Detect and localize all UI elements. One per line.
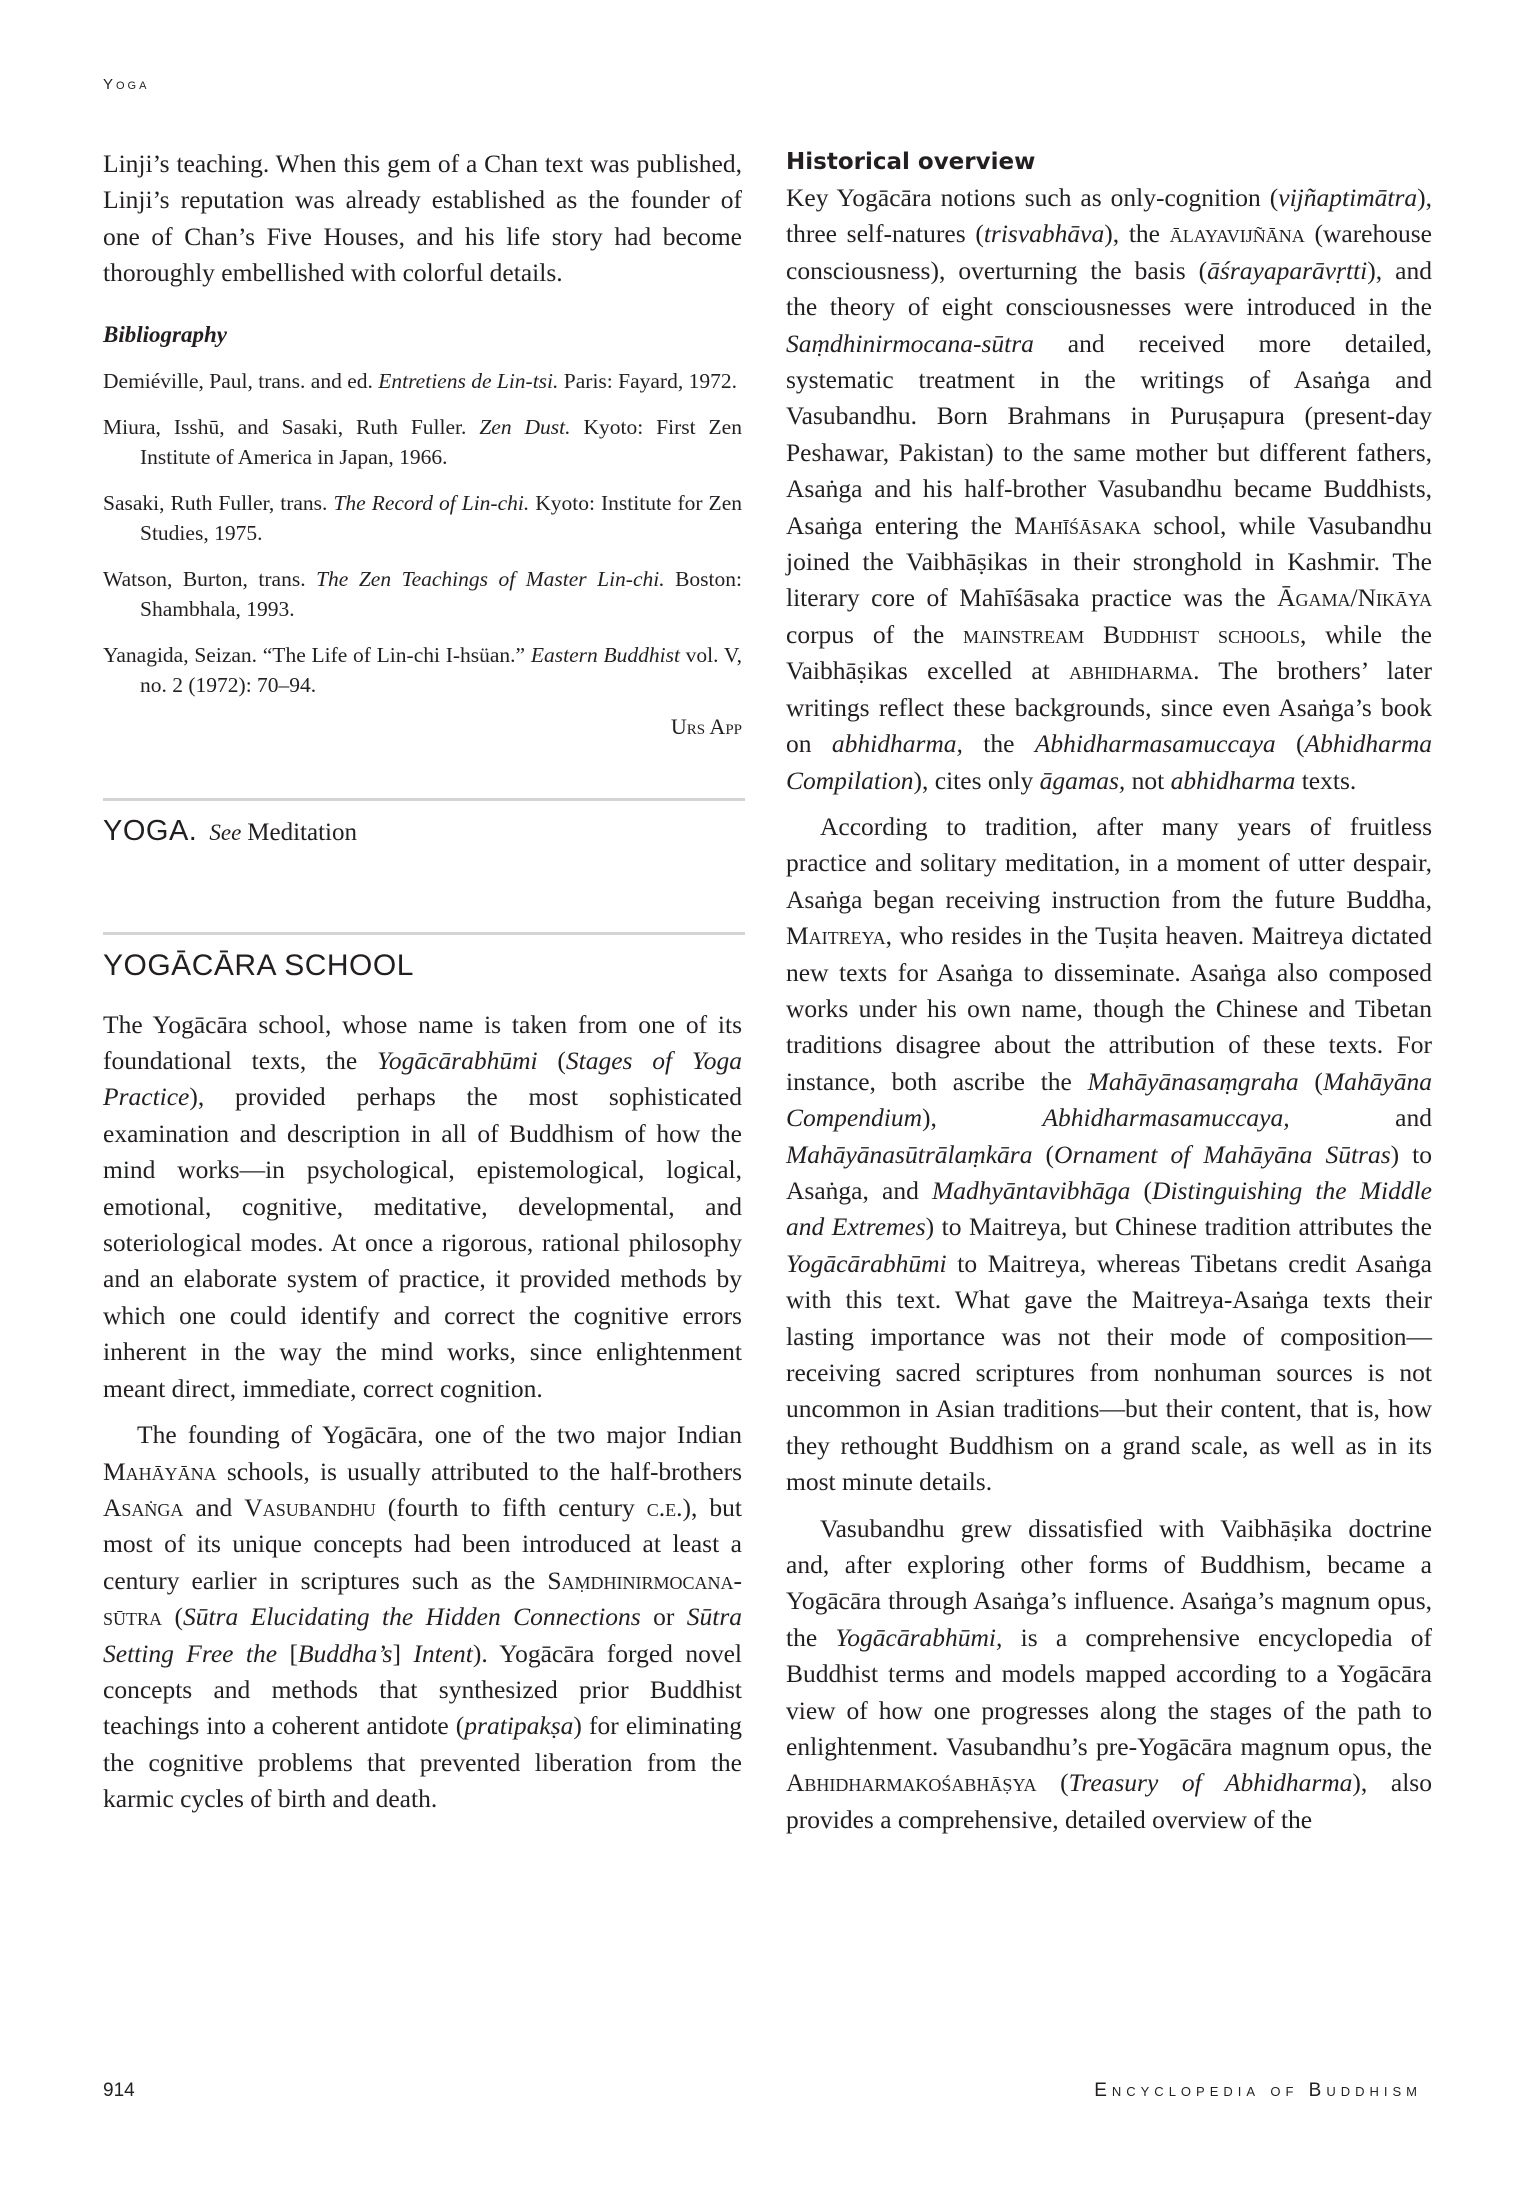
left-column [103, 146, 742, 1818]
bibliography-entry: Watson, Burton, trans. The Zen Teachings of Master Lin-chi. Boston: Shambhala, 1993. [103, 566, 742, 621]
cross-reference-link[interactable]: Meditation [247, 818, 357, 846]
body-paragraph: Key Yogācāra notions such as only-cognition (vijñaptimātra), three self-natures (trisvabhāva), the ālayavijñāna (warehouse consciousness), overturning the basis (āśrayaparāvṛtti), and the theory of eight consciousnesses were introduced in the Saṃdhinirmocana-sūtra and received more detailed, systematic treatment in the writings of Asaṅga and Vasubandhu. Born Brahmans in Puruṣapura (present-day Peshawar, Pakistan) to the same mother but different fathers, Asaṅga and his half-brother Vasubandhu became Buddhists, Asaṅga entering the Mahīśāsaka school, while Vasubandhu joined the Vaibhāṣikas in their stronghold in Kashmir. The literary core of Mahīśāsaka practice was the Āgama/Nikāya corpus of the mainstream Buddhist schools, while the Vaibhāṣikas excelled at abhidharma. The brothers’ later writings reflect these backgrounds, since even Asaṅga’s book on abhidharma, the Abhidharmasamuccaya (Abhidharma Compilation), cites only āgamas, not abhidharma texts. [786, 183, 1433, 795]
bibliography-entry: Miura, Isshū, and Sasaki, Ruth Fuller. Zen Dust. Kyoto: First Zen Institute of America in Japan, 1966. [103, 414, 742, 469]
body-paragraph: The Yogācāra school, whose name is taken from one of its foundational texts, the Yogācārabhūmi (Stages of Yoga Practice), provided perhaps the most sophisticated examination and description in all of Buddhism of how the mind works—in psychological, epistemological, logical, emotional, cognitive, meditative, developmental, and soteriological modes. At once a rigorous, rational philosophy and an elaborate system of practice, it provided methods by which one could identify and correct the cognitive errors inherent in the way the mind works, since enlightenment meant direct, immediate, correct cognition. [103, 1009, 742, 1403]
continuation-paragraph: Linji’s teaching. When this gem of a Chan text was published, Linji’s reputation was already established as the founder of one of Chan’s Five Houses, and his life story had become thoroughly embellished with colorful details. [103, 149, 742, 288]
see-label: See [209, 819, 242, 845]
book-title: Encyclopedia of Buddhism [1094, 2080, 1422, 2101]
entry-divider [103, 798, 745, 801]
cross-reference-headword: YOGA. [103, 814, 198, 847]
body-paragraph: According to tradition, after many years of fruitless practice and solitary meditation, in a moment of utter despair, Asaṅga began receiving instruction from the future Buddha, Maitreya, who resides in the Tuṣita heaven. Maitreya dictated new texts for Asaṅga to disseminate. Asaṅga also composed works under his own name, though the Chinese and Tibetan traditions disagree about the attribution of these texts. For instance, both ascribe the Mahāyānasaṃgraha (Mahāyāna Compendium), Abhidharmasamuccaya, and Mahāyānasūtrālaṃkāra (Ornament of Mahāyāna Sūtras) to Asaṅga, and Madhyāntavibhāga (Distinguishing the Middle and Extremes) to Maitreya, but Chinese tradition attributes the Yogācārabhūmi to Maitreya, whereas Tibetans credit Asaṅga with this text. What gave the Maitreya-Asaṅga texts their lasting importance was not their mode of composition—receiving sacred scriptures from nonhuman sources is not uncommon in Asian traditions—but their content, that is, how they rethought Buddhism on a grand scale, as well as in its most minute details. [786, 811, 1433, 1497]
author-signature: Urs App [670, 713, 742, 739]
cross-reference-entry [103, 815, 742, 848]
bibliography-entry: Sasaki, Ruth Fuller, trans. The Record of Lin-chi. Kyoto: Institute for Zen Studies, 1975. [103, 490, 742, 545]
bibliography-heading: Bibliography [103, 321, 227, 347]
entry-title: YOGĀCĀRA SCHOOL [103, 948, 414, 982]
body-paragraph: The founding of Yogācāra, one of the two major Indian Mahāyāna schools, is usually attributed to the half-brothers Asaṅga and Vasubandhu (fourth to fifth century c.e.), but most of its unique concepts had been introduced at least a century earlier in scriptures such as the Saṃdhinirmocana-sūtra (Sūtra Elucidating the Hidden Connections or Sūtra Setting Free the [Buddha’s] Intent). Yogācāra forged novel concepts and methods that synthesized prior Buddhist teachings into a coherent antidote (pratipakṣa) for eliminating the cognitive problems that prevented liberation from the karmic cycles of birth and death. [103, 1420, 743, 1814]
section-subheading: Historical overview [786, 149, 1036, 175]
running-head: Yoga [103, 76, 150, 93]
entry-divider [103, 932, 745, 935]
bibliography-entry: Yanagida, Seizan. “The Life of Lin-chi I-hsüan.” Eastern Buddhist vol. V, no. 2 (1972): 70–94. [103, 642, 742, 697]
page-number: 914 [103, 2080, 135, 2101]
right-column [786, 146, 1432, 1838]
body-paragraph: Vasubandhu grew dissatisfied with Vaibhāṣika doctrine and, after exploring other forms of Buddhism, became a Yogācāra through Asaṅga’s influence. Asaṅga’s magnum opus, the Yogācārabhūmi, is a comprehensive encyclopedia of Buddhist terms and models mapped according to a Yogācāra view of how one progresses along the stages of the path to enlightenment. Vasubandhu’s pre-Yogācāra magnum opus, the Abhidharmakośabhāṣya (Treasury of Abhidharma), also provides a comprehensive, detailed overview of the [786, 1513, 1433, 1834]
bibliography-list [103, 366, 742, 700]
bibliography-entry: Demiéville, Paul, trans. and ed. Entretiens de Lin-tsi. Paris: Fayard, 1972. [103, 368, 737, 393]
